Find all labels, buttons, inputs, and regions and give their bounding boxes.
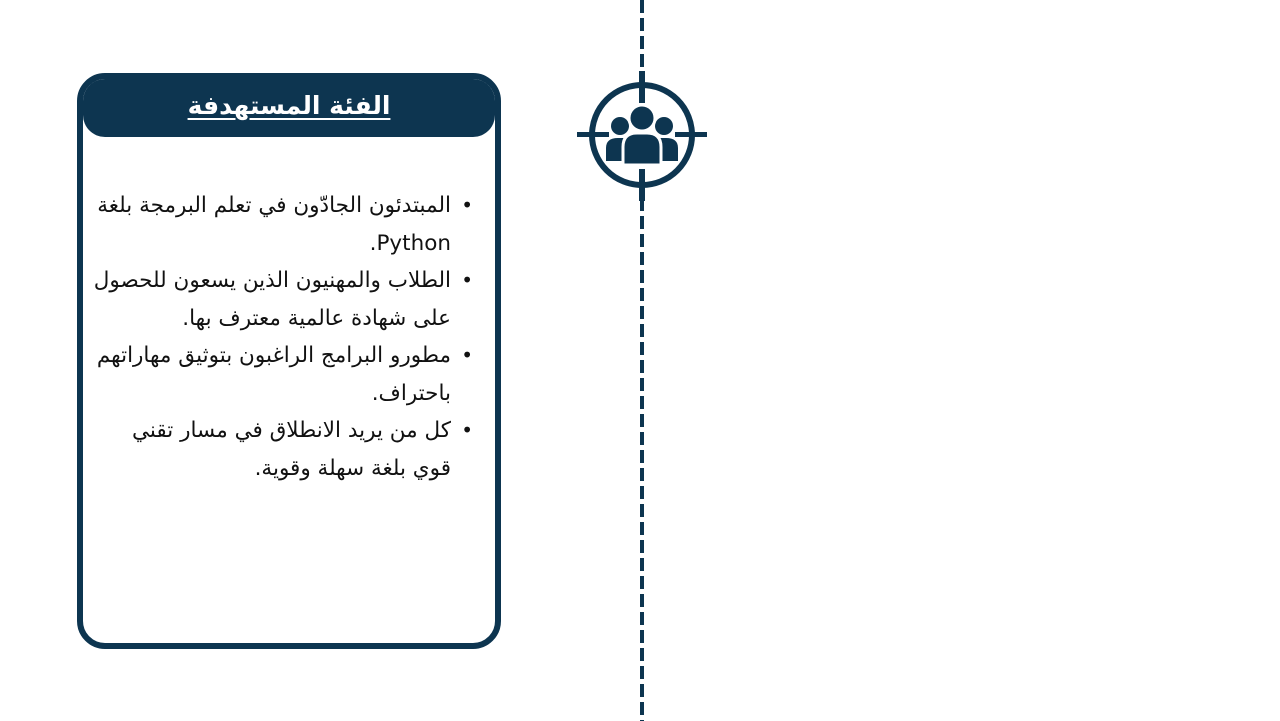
card-title: الفئة المستهدفة [187,91,391,120]
target-audience-card [77,73,501,649]
card-header [83,79,495,137]
person-right-head [655,117,673,135]
bullet-icon: • [461,268,473,292]
list-item [91,337,473,412]
crosshair-left [577,132,609,137]
bullet-icon: • [461,343,473,367]
list-item [91,262,473,337]
crosshair-bottom [639,169,645,201]
crosshair-top [639,71,645,103]
target-audience-svg [577,71,707,201]
list-item-text: كل من يريد الانطلاق في مسار تقني قوي بلغة سهلة وقوية. [132,418,451,481]
target-audience-icon [577,71,707,201]
audience-list [91,187,473,487]
bullet-icon: • [461,193,473,217]
person-left-head [611,117,629,135]
person-center-body [623,133,661,165]
crosshair-right [675,132,707,137]
list-item-text: المبتدئون الجادّون في تعلم البرمجة بلغة Python. [97,193,451,256]
list-item-text: مطورو البرامج الراغبون بتوثيق مهاراتهم باحتراف. [96,343,451,406]
list-item-text: الطلاب والمهنيون الذين يسعون للحصول على شهادة عالمية معترف بها. [93,268,451,331]
list-item [91,187,473,262]
bullet-icon: • [461,418,473,442]
person-center-head [629,105,655,131]
list-item [91,412,473,487]
